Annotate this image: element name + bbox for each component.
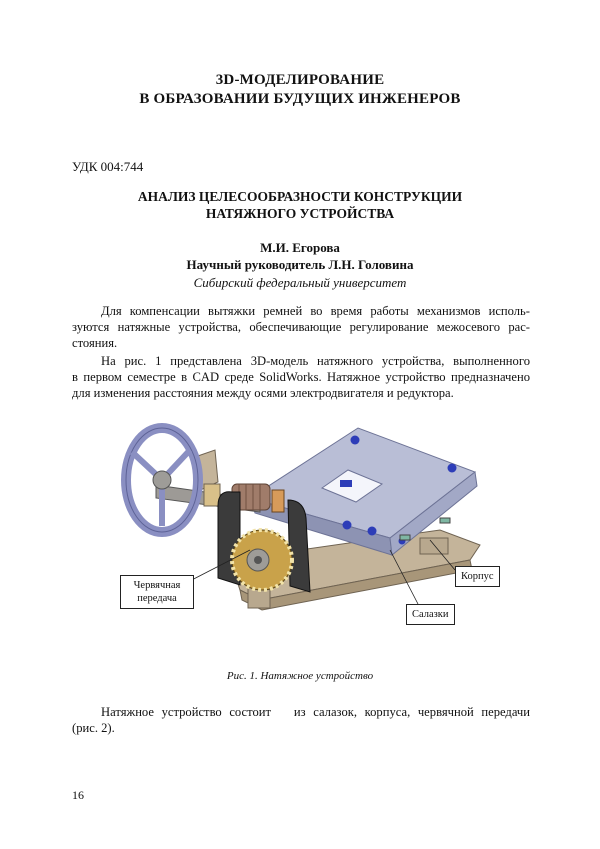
paragraph-2-line-3: для изменения расстояния между осями электродвигателя и редуктора.: [72, 386, 454, 400]
bolt-2: [448, 464, 457, 473]
author-block: [0, 239, 600, 273]
base-foot-right: [420, 538, 448, 554]
figure-caption: Рис. 1. Натяжное устройство: [226, 670, 374, 682]
page-number: 16: [72, 788, 84, 802]
paragraph-3-line-2: (рис. 2).: [72, 721, 115, 735]
side-screw-1: [400, 535, 410, 540]
udk-code: УДК 004:744: [72, 159, 144, 174]
article-title-line-1: АНАЛИЗ ЦЕЛЕСООБРАЗНОСТИ КОНСТРУКЦИИ: [137, 189, 463, 204]
section-title: [0, 71, 600, 109]
supervisor-name: Научный руководитель Л.Н. Головина: [186, 257, 414, 272]
bolt-1: [351, 436, 360, 445]
paragraph-2-line-2: в первом семестре в CAD среде SolidWorks. Натяжное устройство предназначено: [72, 370, 530, 384]
paragraph-1: [72, 303, 530, 351]
shaft-collar: [204, 484, 220, 506]
callout-housing: Корпус: [455, 566, 500, 587]
paragraph-3-line-1: Натяжное устройство состоит из салазок, корпуса, червячной передачи: [101, 705, 530, 719]
callout-worm-gear-line-1: Червячная: [133, 580, 181, 591]
callout-worm-gear-line-2: передача: [137, 593, 177, 604]
paragraph-2: [72, 353, 530, 401]
section-title-line-2: В ОБРАЗОВАНИИ БУДУЩИХ ИНЖЕНЕРОВ: [139, 91, 461, 107]
paragraph-3: [72, 704, 530, 736]
affiliation: Сибирский федеральный университет: [193, 275, 407, 290]
side-screw-2: [440, 518, 450, 523]
section-title-line-1: 3D-МОДЕЛИРОВАНИЕ: [215, 72, 385, 88]
author-name: М.И. Егорова: [260, 240, 340, 255]
handwheel: [126, 428, 198, 532]
bronze-bushing: [272, 490, 284, 512]
paragraph-1-line-1: Для компенсации вытяжки ремней во время работы механизмов исполь-: [101, 304, 530, 318]
paragraph-1-line-3: стояния.: [72, 336, 118, 350]
paragraph-2-line-1: На рис. 1 представлена 3D-модель натяжного устройства, выполненного: [101, 354, 530, 368]
slot-nut: [340, 480, 352, 487]
bolt-4: [368, 527, 377, 536]
paragraph-1-line-2: зуются натяжные устройства, обеспечивающие регулирование межосевого рас-: [72, 320, 530, 334]
callout-slide: Салазки: [406, 604, 455, 625]
article-title-line-2: НАТЯЖНОГО УСТРОЙСТВА: [205, 206, 395, 221]
callout-worm-gear: [120, 575, 194, 609]
worm-wheel-bore: [254, 556, 262, 564]
article-title: [0, 188, 600, 222]
bolt-3: [343, 521, 352, 530]
